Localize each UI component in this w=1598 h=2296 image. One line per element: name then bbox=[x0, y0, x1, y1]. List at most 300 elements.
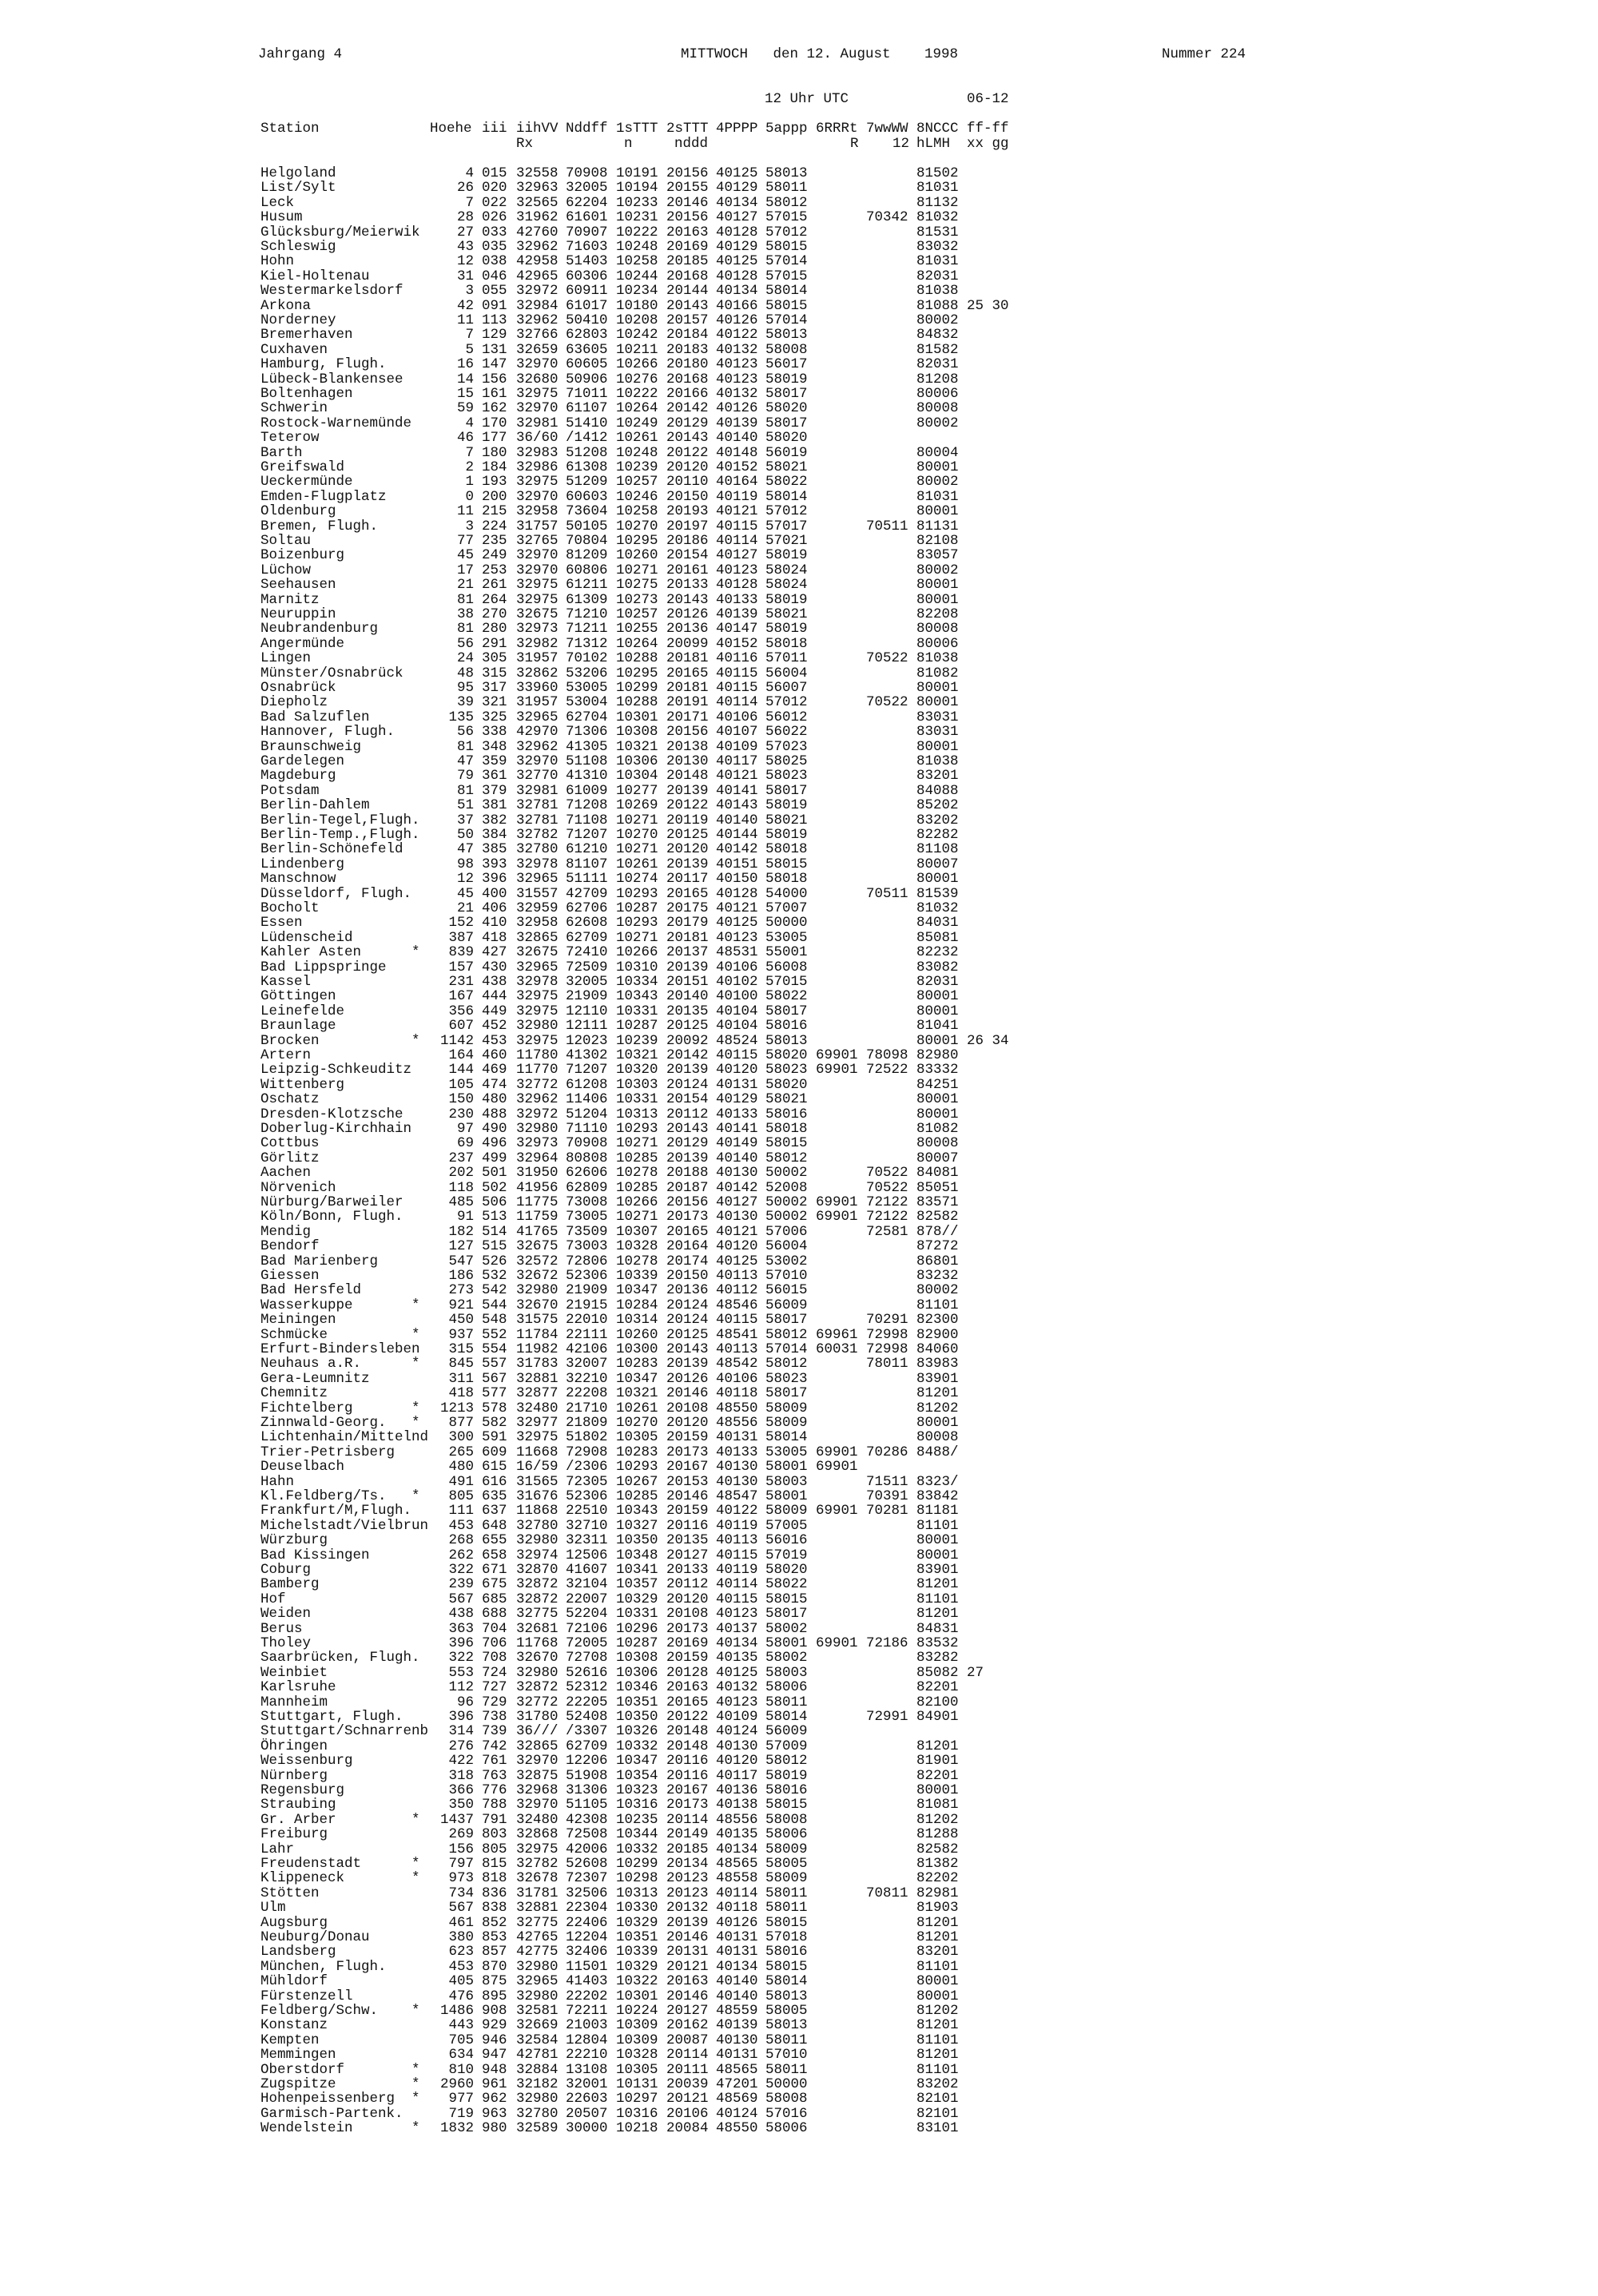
cell-nddff: 50906 bbox=[566, 371, 608, 387]
cell-8nccc: 80008 bbox=[916, 621, 959, 638]
cell-hoehe: 12 bbox=[456, 253, 474, 270]
cell-8nccc: 81101 bbox=[916, 1297, 959, 1313]
cell-5appp: 58018 bbox=[765, 871, 808, 888]
cell-5appp: 58017 bbox=[765, 1312, 808, 1329]
cell-iii: 857 bbox=[482, 1944, 507, 1960]
cell-5appp: 58015 bbox=[765, 1797, 808, 1813]
cell-nddff: 71207 bbox=[566, 827, 608, 843]
cell-nddff: 42308 bbox=[566, 1811, 608, 1828]
cell-4pppp: 40126 bbox=[716, 312, 758, 328]
cell-4pppp: 40164 bbox=[716, 474, 758, 491]
cell-nddff: 21909 bbox=[566, 1282, 608, 1299]
cell-iii: 635 bbox=[482, 1488, 507, 1504]
cell-5appp: 58023 bbox=[765, 1062, 808, 1078]
cell-iihvv: 32565 bbox=[516, 194, 559, 211]
cell-station: Ueckermünde bbox=[260, 474, 353, 491]
cell-6rrrt: 60031 bbox=[816, 1341, 858, 1357]
cell-4pppp: 40140 bbox=[716, 1973, 758, 1990]
cell-1sttt: 10191 bbox=[616, 165, 658, 181]
cell-7wwww: 72581 bbox=[866, 1223, 908, 1240]
table-row bbox=[0, 725, 1039, 739]
cell-iihvv: 32975 bbox=[516, 577, 559, 594]
cell-iihvv: 32862 bbox=[516, 665, 559, 681]
cell-iii: 359 bbox=[482, 753, 507, 769]
cell-8nccc: 80001 bbox=[916, 988, 959, 1005]
cell-hoehe: 152 bbox=[448, 915, 474, 932]
cell-nddff: /2306 bbox=[566, 1459, 608, 1476]
cell-8nccc: 82031 bbox=[916, 974, 959, 990]
cell-1sttt: 10194 bbox=[616, 180, 658, 197]
table-row bbox=[0, 254, 1039, 268]
cell-nddff: 22205 bbox=[566, 1694, 608, 1710]
cell-4pppp: 40127 bbox=[716, 547, 758, 564]
cell-1sttt: 10235 bbox=[616, 1811, 658, 1828]
cell-2sttt: 20112 bbox=[666, 1576, 709, 1593]
cell-nddff: 41305 bbox=[566, 738, 608, 755]
table-row bbox=[0, 416, 1039, 431]
cell-station: Memmingen bbox=[260, 2047, 336, 2064]
cell-4pppp: 40126 bbox=[716, 1914, 758, 1931]
cell-nddff: 41607 bbox=[566, 1562, 608, 1578]
cell-nddff: 73604 bbox=[566, 503, 608, 520]
cell-4pppp: 40140 bbox=[716, 812, 758, 828]
cell-station: Soltau bbox=[260, 533, 312, 549]
cell-iii: 224 bbox=[482, 518, 507, 534]
cell-5appp: 57010 bbox=[765, 2047, 808, 2064]
cell-5appp: 58015 bbox=[765, 1135, 808, 1152]
cell-nddff: /3307 bbox=[566, 1723, 608, 1740]
cell-2sttt: 20124 bbox=[666, 1297, 709, 1313]
cell-7wwww: 70522 bbox=[866, 1165, 908, 1182]
cell-2sttt: 20163 bbox=[666, 224, 709, 240]
cell-iihvv: 32975 bbox=[516, 1841, 559, 1857]
cell-station: Karlsruhe bbox=[260, 1679, 336, 1696]
cell-station: München, Flugh. bbox=[260, 1958, 387, 1975]
cell-2sttt: 20123 bbox=[666, 1885, 709, 1901]
cell-5appp: 58014 bbox=[765, 1973, 808, 1990]
table-row bbox=[0, 1063, 1039, 1077]
cell-iii: 838 bbox=[482, 1900, 507, 1917]
cell-nddff: 22406 bbox=[566, 1914, 608, 1931]
cell-iii: 480 bbox=[482, 1091, 507, 1108]
cell-nddff: 73509 bbox=[566, 1223, 608, 1240]
cell-hoehe: 273 bbox=[448, 1282, 474, 1299]
table-row bbox=[0, 1592, 1039, 1607]
cell-iihvv: 32962 bbox=[516, 312, 559, 328]
cell-nddff: 21003 bbox=[566, 2017, 608, 2034]
cell-2sttt: 20119 bbox=[666, 812, 709, 828]
cell-8nccc: 81201 bbox=[916, 1914, 959, 1931]
cell-station: Deuselbach bbox=[260, 1459, 345, 1476]
cell-nddff: 72908 bbox=[566, 1444, 608, 1460]
cell-station: Straubing bbox=[260, 1797, 336, 1813]
cell-iihvv: 32782 bbox=[516, 827, 559, 843]
cell-2sttt: 20181 bbox=[666, 650, 709, 667]
cell-5appp: 53002 bbox=[765, 1253, 808, 1269]
cell-8nccc: 81502 bbox=[916, 165, 959, 181]
cell-nddff: 72708 bbox=[566, 1650, 608, 1666]
cell-8nccc: 81101 bbox=[916, 1517, 959, 1534]
cell-8nccc: 84901 bbox=[916, 1709, 959, 1725]
cell-8nccc: 81031 bbox=[916, 488, 959, 505]
cell-1sttt: 10249 bbox=[616, 415, 658, 431]
cell-5appp: 57017 bbox=[765, 518, 808, 534]
cell-2sttt: 20181 bbox=[666, 680, 709, 696]
cell-1sttt: 10270 bbox=[616, 827, 658, 843]
cell-2sttt: 20116 bbox=[666, 1767, 709, 1784]
cell-hoehe: 396 bbox=[448, 1635, 474, 1651]
cell-iihvv: 32865 bbox=[516, 1738, 559, 1754]
cell-2sttt: 20197 bbox=[666, 518, 709, 534]
cell-nddff: 21710 bbox=[566, 1400, 608, 1416]
cell-nddff: 72005 bbox=[566, 1635, 608, 1651]
cell-4pppp: 40131 bbox=[716, 1929, 758, 1945]
cell-5appp: 58006 bbox=[765, 1826, 808, 1843]
cell-2sttt: 20125 bbox=[666, 1018, 709, 1035]
cell-4pppp: 40115 bbox=[716, 680, 758, 696]
cell-iihvv: 32972 bbox=[516, 1106, 559, 1122]
cell-1sttt: 10347 bbox=[616, 1282, 658, 1299]
cell-nddff: 71211 bbox=[566, 621, 608, 638]
cell-station: Frankfurt/M,Flugh. bbox=[260, 1503, 412, 1519]
cell-2sttt: 20149 bbox=[666, 1826, 709, 1843]
table-row bbox=[0, 372, 1039, 387]
cell-4pppp: 40134 bbox=[716, 1841, 758, 1857]
weekday-date: MITTWOCH den 12. August bbox=[681, 46, 891, 62]
cell-4pppp: 40122 bbox=[716, 327, 758, 344]
cell-hoehe: 553 bbox=[448, 1664, 474, 1681]
cell-iihvv: 32962 bbox=[516, 738, 559, 755]
cell-1sttt: 10304 bbox=[616, 768, 658, 785]
cell-4pppp: 40133 bbox=[716, 591, 758, 608]
cell-8nccc: 83282 bbox=[916, 1650, 959, 1666]
cell-8nccc: 8488/ bbox=[916, 1444, 959, 1460]
cell-iii: 704 bbox=[482, 1620, 507, 1637]
cell-1sttt: 10257 bbox=[616, 474, 658, 491]
cell-nddff: 73003 bbox=[566, 1238, 608, 1255]
cell-2sttt: 20168 bbox=[666, 371, 709, 387]
table-row bbox=[0, 2033, 1039, 2048]
cell-2sttt: 20106 bbox=[666, 2105, 709, 2122]
cell-iii: 946 bbox=[482, 2032, 507, 2048]
cell-2sttt: 20120 bbox=[666, 1415, 709, 1431]
cell-5appp: 56015 bbox=[765, 1282, 808, 1299]
cell-2sttt: 20175 bbox=[666, 900, 709, 916]
cell-5appp: 58011 bbox=[765, 1694, 808, 1710]
cell-station: Stuttgart, Flugh. bbox=[260, 1709, 403, 1725]
cell-8nccc: 80001 bbox=[916, 591, 959, 608]
cell-1sttt: 10305 bbox=[616, 2061, 658, 2078]
cell-station: Neuhaus a.R. * bbox=[260, 1356, 420, 1372]
cell-hoehe: 1486 bbox=[439, 2003, 474, 2019]
cell-5appp: 58017 bbox=[765, 1606, 808, 1623]
cell-hoehe: 144 bbox=[448, 1062, 474, 1078]
cell-1sttt: 10322 bbox=[616, 1973, 658, 1990]
cell-iihvv: 32962 bbox=[516, 239, 559, 255]
cell-2sttt: 20131 bbox=[666, 1944, 709, 1960]
cell-8nccc: 80001 bbox=[916, 577, 959, 594]
cell-1sttt: 10288 bbox=[616, 694, 658, 711]
cell-station: Seehausen bbox=[260, 577, 336, 594]
cell-4pppp: 40148 bbox=[716, 444, 758, 461]
cell-4pppp: 40123 bbox=[716, 1606, 758, 1623]
cell-5appp: 58009 bbox=[765, 1400, 808, 1416]
cell-hoehe: 97 bbox=[456, 1121, 474, 1137]
cell-iihvv: 32975 bbox=[516, 988, 559, 1005]
cell-2sttt: 20193 bbox=[666, 503, 709, 520]
cell-8nccc: 83571 bbox=[916, 1194, 959, 1210]
cell-8nccc: 83031 bbox=[916, 724, 959, 741]
cell-station: Saarbrücken, Flugh. bbox=[260, 1650, 420, 1666]
cell-station: Kiel-Holtenau bbox=[260, 268, 370, 284]
cell-1sttt: 10285 bbox=[616, 1488, 658, 1504]
table-row bbox=[0, 1460, 1039, 1474]
col-header-iihvv-sub: Rx bbox=[516, 136, 534, 152]
cell-nddff: 81209 bbox=[566, 547, 608, 564]
cell-2sttt: 20117 bbox=[666, 871, 709, 888]
cell-iii: 291 bbox=[482, 635, 507, 652]
cell-iihvv: 32780 bbox=[516, 841, 559, 858]
table-row bbox=[0, 740, 1039, 754]
cell-2sttt: 20120 bbox=[666, 459, 709, 475]
cell-hoehe: 418 bbox=[448, 1385, 474, 1402]
cell-8nccc: 81582 bbox=[916, 341, 959, 358]
cell-1sttt: 10343 bbox=[616, 1503, 658, 1519]
cell-2sttt: 20087 bbox=[666, 2032, 709, 2048]
cell-1sttt: 10299 bbox=[616, 680, 658, 696]
cell-iii: 449 bbox=[482, 1003, 507, 1019]
cell-iii: 453 bbox=[482, 1032, 507, 1049]
cell-iihvv: 32986 bbox=[516, 459, 559, 475]
table-row bbox=[0, 1298, 1039, 1313]
cell-5appp: 58019 bbox=[765, 621, 808, 638]
cell-8nccc: 80001 bbox=[916, 1106, 959, 1122]
cell-8nccc: 83901 bbox=[916, 1562, 959, 1578]
cell-4pppp: 48550 bbox=[716, 2120, 758, 2137]
cell-5appp: 58008 bbox=[765, 1811, 808, 1828]
cell-nddff: 72410 bbox=[566, 944, 608, 961]
cell-iihvv: 42965 bbox=[516, 268, 559, 284]
cell-5appp: 58012 bbox=[765, 1753, 808, 1770]
cell-5appp: 58003 bbox=[765, 1473, 808, 1490]
cell-station: Nürnberg bbox=[260, 1767, 328, 1784]
cell-hoehe: 31 bbox=[456, 268, 474, 284]
cell-2sttt: 20099 bbox=[666, 635, 709, 652]
cell-iii: 724 bbox=[482, 1664, 507, 1681]
cell-2sttt: 20125 bbox=[666, 1326, 709, 1343]
cell-1sttt: 10328 bbox=[616, 2047, 658, 2064]
cell-2sttt: 20161 bbox=[666, 562, 709, 578]
col-header-7wwww-sub: 12 bbox=[892, 136, 910, 152]
table-row bbox=[0, 1181, 1039, 1195]
cell-5appp: 58015 bbox=[765, 1591, 808, 1607]
cell-iii: 033 bbox=[482, 224, 507, 240]
cell-5appp: 58014 bbox=[765, 1709, 808, 1725]
cell-8nccc: 80006 bbox=[916, 635, 959, 652]
cell-station: Mannheim bbox=[260, 1694, 328, 1710]
table-row bbox=[0, 328, 1039, 342]
cell-2sttt: 20129 bbox=[666, 1135, 709, 1152]
cell-nddff: 53206 bbox=[566, 665, 608, 681]
cell-nddff: 62704 bbox=[566, 709, 608, 725]
cell-4pppp: 40113 bbox=[716, 1268, 758, 1284]
table-row bbox=[0, 857, 1039, 872]
cell-1sttt: 10274 bbox=[616, 871, 658, 888]
cell-1sttt: 10218 bbox=[616, 2120, 658, 2137]
cell-station: Husum bbox=[260, 209, 303, 226]
cell-nddff: 51802 bbox=[566, 1429, 608, 1446]
cell-hoehe: 810 bbox=[448, 2061, 474, 2078]
cell-hoehe: 453 bbox=[448, 1958, 474, 1975]
table-row bbox=[0, 1195, 1039, 1210]
cell-hoehe: 268 bbox=[448, 1532, 474, 1549]
table-row bbox=[0, 475, 1039, 489]
cell-4pppp: 40127 bbox=[716, 209, 758, 226]
cell-8nccc: 80001 bbox=[916, 503, 959, 520]
cell-iihvv: 32970 bbox=[516, 562, 559, 578]
cell-2sttt: 20164 bbox=[666, 1238, 709, 1255]
table-row bbox=[0, 1607, 1039, 1621]
cell-iii: 305 bbox=[482, 650, 507, 667]
cell-iihvv: 42781 bbox=[516, 2047, 559, 2064]
cell-hoehe: 95 bbox=[456, 680, 474, 696]
cell-5appp: 58001 bbox=[765, 1459, 808, 1476]
cell-5appp: 58022 bbox=[765, 988, 808, 1005]
cell-hoehe: 363 bbox=[448, 1620, 474, 1637]
cell-iii: 526 bbox=[482, 1253, 507, 1269]
cell-8nccc: 80001 bbox=[916, 1782, 959, 1798]
cell-hoehe: 443 bbox=[448, 2017, 474, 2034]
cell-1sttt: 10314 bbox=[616, 1312, 658, 1329]
cell-station: Greifswald bbox=[260, 459, 345, 475]
cell-1sttt: 10276 bbox=[616, 371, 658, 387]
cell-nddff: 32406 bbox=[566, 1944, 608, 1960]
cell-4pppp: 40138 bbox=[716, 1797, 758, 1813]
cell-iihvv: 31957 bbox=[516, 650, 559, 667]
cell-2sttt: 20167 bbox=[666, 1459, 709, 1476]
cell-iihvv: 32970 bbox=[516, 753, 559, 769]
cell-2sttt: 20122 bbox=[666, 1709, 709, 1725]
cell-hoehe: 438 bbox=[448, 1606, 474, 1623]
cell-iihvv: 32973 bbox=[516, 621, 559, 638]
cell-nddff: 72106 bbox=[566, 1620, 608, 1637]
cell-nddff: 70908 bbox=[566, 1135, 608, 1152]
cell-iii: 609 bbox=[482, 1444, 507, 1460]
table-row bbox=[0, 607, 1039, 622]
cell-4pppp: 40124 bbox=[716, 1723, 758, 1740]
cell-5appp: 56008 bbox=[765, 959, 808, 975]
cell-station: Meiningen bbox=[260, 1312, 336, 1329]
table-row bbox=[0, 1886, 1039, 1901]
cell-8nccc: 82232 bbox=[916, 944, 959, 961]
cell-5appp: 50002 bbox=[765, 1165, 808, 1182]
cell-1sttt: 10300 bbox=[616, 1341, 658, 1357]
cell-iii: 962 bbox=[482, 2091, 507, 2107]
cell-iihvv: 32670 bbox=[516, 1297, 559, 1313]
cell-iii: 261 bbox=[482, 577, 507, 594]
cell-nddff: 32005 bbox=[566, 180, 608, 197]
cell-iihvv: 32770 bbox=[516, 768, 559, 785]
cell-station: Berlin-Dahlem bbox=[260, 797, 370, 814]
table-row bbox=[0, 901, 1039, 916]
cell-nddff: 61601 bbox=[566, 209, 608, 226]
cell-iihvv: 32975 bbox=[516, 474, 559, 491]
cell-iihvv: 31957 bbox=[516, 694, 559, 711]
cell-iihvv: 32881 bbox=[516, 1900, 559, 1917]
cell-5appp: 58013 bbox=[765, 1032, 808, 1049]
cell-hoehe: 50 bbox=[456, 827, 474, 843]
cell-1sttt: 10357 bbox=[616, 1576, 658, 1593]
cell-4pppp: 47201 bbox=[716, 2076, 758, 2092]
cell-station: Kassel bbox=[260, 974, 312, 990]
cell-station: Münster/Osnabrück bbox=[260, 665, 403, 681]
cell-1sttt: 10354 bbox=[616, 1767, 658, 1784]
cell-8nccc: 81101 bbox=[916, 2032, 959, 2048]
cell-hoehe: 38 bbox=[456, 606, 474, 622]
cell-station: Norderney bbox=[260, 312, 336, 328]
cell-iii: 162 bbox=[482, 400, 507, 417]
cell-1sttt: 10307 bbox=[616, 1223, 658, 1240]
cell-iii: 427 bbox=[482, 944, 507, 961]
cell-station: Weiden bbox=[260, 1606, 312, 1623]
cell-2sttt: 20173 bbox=[666, 1444, 709, 1460]
cell-1sttt: 10278 bbox=[616, 1165, 658, 1182]
cell-1sttt: 10339 bbox=[616, 1944, 658, 1960]
cell-station: Weinbiet bbox=[260, 1664, 328, 1681]
cell-8nccc: 81041 bbox=[916, 1018, 959, 1035]
cell-hoehe: 56 bbox=[456, 635, 474, 652]
cell-8nccc: 83842 bbox=[916, 1488, 959, 1504]
cell-1sttt: 10261 bbox=[616, 430, 658, 447]
cell-5appp: 57016 bbox=[765, 2105, 808, 2122]
cell-iii: 738 bbox=[482, 1709, 507, 1725]
cell-8nccc: 81202 bbox=[916, 1811, 959, 1828]
cell-iihvv: 32980 bbox=[516, 1532, 559, 1549]
cell-1sttt: 10239 bbox=[616, 459, 658, 475]
cell-4pppp: 40130 bbox=[716, 1473, 758, 1490]
cell-iii: 582 bbox=[482, 1415, 507, 1431]
cell-iihvv: 32584 bbox=[516, 2032, 559, 2048]
cell-hoehe: 4 bbox=[465, 165, 474, 181]
cell-nddff: 32001 bbox=[566, 2076, 608, 2092]
cell-nddff: 80808 bbox=[566, 1150, 608, 1166]
cell-4pppp: 40125 bbox=[716, 1253, 758, 1269]
table-row bbox=[0, 1533, 1039, 1547]
cell-hoehe: 167 bbox=[448, 988, 474, 1005]
cell-2sttt: 20108 bbox=[666, 1606, 709, 1623]
cell-8nccc: 81903 bbox=[916, 1900, 959, 1917]
cell-iii: 156 bbox=[482, 371, 507, 387]
cell-iii: 929 bbox=[482, 2017, 507, 2034]
cell-nddff: 51403 bbox=[566, 253, 608, 270]
cell-2sttt: 20121 bbox=[666, 1958, 709, 1975]
cell-4pppp: 40114 bbox=[716, 1885, 758, 1901]
cell-8nccc: 81201 bbox=[916, 1606, 959, 1623]
cell-2sttt: 20185 bbox=[666, 253, 709, 270]
table-row bbox=[0, 2121, 1039, 2135]
cell-hoehe: 350 bbox=[448, 1797, 474, 1813]
cell-iii: 026 bbox=[482, 209, 507, 226]
cell-iii: 895 bbox=[482, 1988, 507, 2004]
table-row bbox=[0, 534, 1039, 548]
table-row bbox=[0, 313, 1039, 328]
cell-iihvv: 32964 bbox=[516, 1150, 559, 1166]
cell-iihvv: 32973 bbox=[516, 1135, 559, 1152]
cell-station: Cottbus bbox=[260, 1135, 320, 1152]
cell-iihvv: 32977 bbox=[516, 1415, 559, 1431]
cell-5appp: 58011 bbox=[765, 1885, 808, 1901]
cell-5appp: 58023 bbox=[765, 1370, 808, 1387]
